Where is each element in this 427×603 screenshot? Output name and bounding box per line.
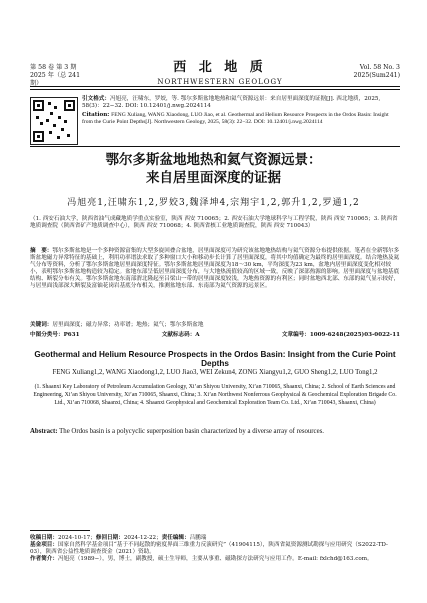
citation-en-label: Citation: — [82, 112, 110, 118]
citation-cn: 冯旭亮，汪啸东，罗姣，等. 鄂尔多斯盆地地热和氦气资源远景：来自居里面深度的证据[J]. 西北地质，2025, 58(3)：22−32. DOI: 10.12401/j.nwg.2024114 — [82, 96, 381, 109]
received-date: 2024-10-17； — [57, 535, 96, 541]
citation-cn-label: 引文格式： — [82, 96, 110, 102]
abstract-cn-text: 鄂尔多斯盆地是一个多种资源富集的大型多旋回叠合盆地，居里面深度可为研究该盆地地热结构与氦气资源分布提供依据。笔者在全新鄂尔多斯盆地磁力异常特征的基础上，利用功率谱法求取了多种窗口大小和移动步长计算了居里面深度，将其中均值确定为最终的居里面深度。结合地热及氦气分布等资料，分析了鄂尔多斯盆地居里面深度特征。鄂尔多斯盆地居里面深度为18～30 km，平均深度为23 km，盆地内居里面深度变化相对较小，表明鄂尔多斯盆地构造较为稳定。盆地东部呈低居里面深度分布，与大地热流值较高的区域一致，反映了深部热源的影响。居里面深度与盆地基底结构、断裂分布有关。鄂尔多斯盆地东南部渭北隆起至吕梁山一带的居里面深度较浅，为地热资源的有利区；同时盆地西北部、东部的氦气显示较好，与居里面浅部深大断裂及富铀花岗岩基底分布相关，推测盆地东部、东南部为氦气资源的远景区。 — [30, 248, 400, 289]
keywords-cn-label: 关键词： — [30, 322, 53, 328]
authors-cn: 冯旭亮1,汪啸东1,2,罗姣3,魏泽坤4,宗翔宇1,2,郭升1,2,罗通1,2 — [67, 198, 360, 208]
footnotes — [30, 535, 400, 563]
paper-title-cn — [40, 151, 387, 187]
revised-label: 修回日期： — [95, 535, 124, 541]
authors-en: FENG Xuliang1,2, WANG Xiaodong1,2, LUO Jiao3, WEI Zekun4, ZONG Xiangyu1,2, GUO Sheng1,2, LUO Tong1,2 — [52, 369, 378, 376]
paper-title-en: Geothermal and Helium Resource Prospects in the Ordos Basin: Insight from the Curie Point Depths — [34, 350, 396, 368]
citation-en: FENG Xuliang, WANG Xiaodong, LUO Jiao, et al. Geothermal and Helium Resource Prospects in the Ordos Basin: Insight from the Curie Point Depths[J]. Northwestern Geology, 2025, 58(3): 22−32. DOI: 10.12401/j.nwg.2024114 — [82, 112, 389, 125]
author-bio: 冯旭亮（1989−），男，博士，副教授，硕士生导师，主要从事重、磁勘探方法研究与应用工作。E-mail: fxlchd@163.com。 — [57, 556, 373, 562]
qr-code-icon[interactable] — [30, 97, 78, 145]
abstract-en-label: Abstract: — [30, 428, 58, 435]
abstract-en — [30, 428, 400, 435]
keywords-cn — [30, 322, 400, 329]
article-no-label: 文章编号： — [281, 332, 310, 338]
doc-code: A — [195, 332, 200, 338]
class-no: P631 — [63, 332, 80, 338]
author-bio-label: 作者简介： — [30, 556, 58, 562]
abstract-en-text: The Ordos basin is a polycyclic superposition basin characterized by a diverse array of resources. — [59, 428, 324, 435]
header-rule — [30, 86, 400, 87]
journal-name-cn: 西 北 地 质 — [173, 60, 267, 75]
doc-code-label: 文献标志码： — [161, 332, 196, 338]
keywords-cn-text: 居里面深度；磁力异常；功率谱；地热；氦气；鄂尔多斯盆地 — [52, 322, 204, 328]
citation-rule — [30, 146, 400, 147]
classification-row — [30, 332, 400, 339]
abstract-cn-label: 摘 要： — [30, 248, 53, 254]
affiliations-cn: （1. 西安石油大学，陕西省油气成藏地质学重点实验室，陕西 西安 710065；2. 西安石油大学地球科学与工程学院，陕西 西安 710065；3. 陕西省地质调查院（陕西省矿产地质调查中心），陕西 西安 710068；4. 陕西省核工业地质调查院，陕西 西安 710043） — [30, 216, 398, 229]
affiliations-en: (1. Shaanxi Key Laboratory of Petroleum Accumulation Geology, Xi’an Shiyou University, Xi’an 710065, Shaanxi, China; 2. School of Earth Sciences and Engineering, Xi’an Shiyou University, Xi’an 710065, Shaanxi, China; 3. Xi’an Northwest Nonferrous Geophysical & Geochemical Exploration Brigade Co. Ltd., Xi’an 710068, Shaanxi, China; 4. Shaanxi Geophysical and Geochemical Exploration Team Co. Ltd., Xi’an 710043, Shaanxi, China) — [33, 384, 397, 406]
date-en: 2025(Sum241) — [353, 72, 400, 79]
volume-en: Vol. 58 No. 3 — [359, 64, 400, 71]
header-left — [30, 64, 90, 88]
received-label: 收稿日期： — [30, 535, 58, 541]
journal-name-en: NORTHWESTERN GEOLOGY — [157, 78, 283, 86]
abstract-cn — [30, 248, 400, 290]
editor-label: 责任编辑： — [161, 535, 190, 541]
citation-block — [82, 96, 400, 126]
editor: 吕鹏瑞 — [189, 535, 207, 541]
class-no-label: 中图分类号： — [30, 332, 64, 338]
header-rule-thin — [30, 89, 400, 90]
fund-text: 国家自然科学基金项目“基于不同起散的密度界面三维重力反演研究”（41904115），陕西省氦资源测试勘探与应用研究（S2022-TD-03），陕西省公益性地质调查资金（2021）资助。 — [30, 542, 388, 555]
revised-date: 2024-12-22； — [123, 535, 162, 541]
fund-label: 基金项目： — [30, 542, 58, 548]
title-cn-line2: 来自居里面深度的证据 — [146, 170, 281, 186]
article-no: 1009-6248(2025)03-0022-11 — [309, 332, 400, 338]
volume-cn: 第 58 卷 第 3 期 — [30, 64, 77, 71]
title-cn-line1: 鄂尔多斯盆地地热和氦气资源远景： — [105, 152, 322, 168]
header-right — [330, 64, 400, 80]
date-cn: 2025 年（总 241 期） — [30, 72, 81, 87]
footnote-rule — [30, 530, 90, 531]
journal-header — [140, 56, 300, 86]
